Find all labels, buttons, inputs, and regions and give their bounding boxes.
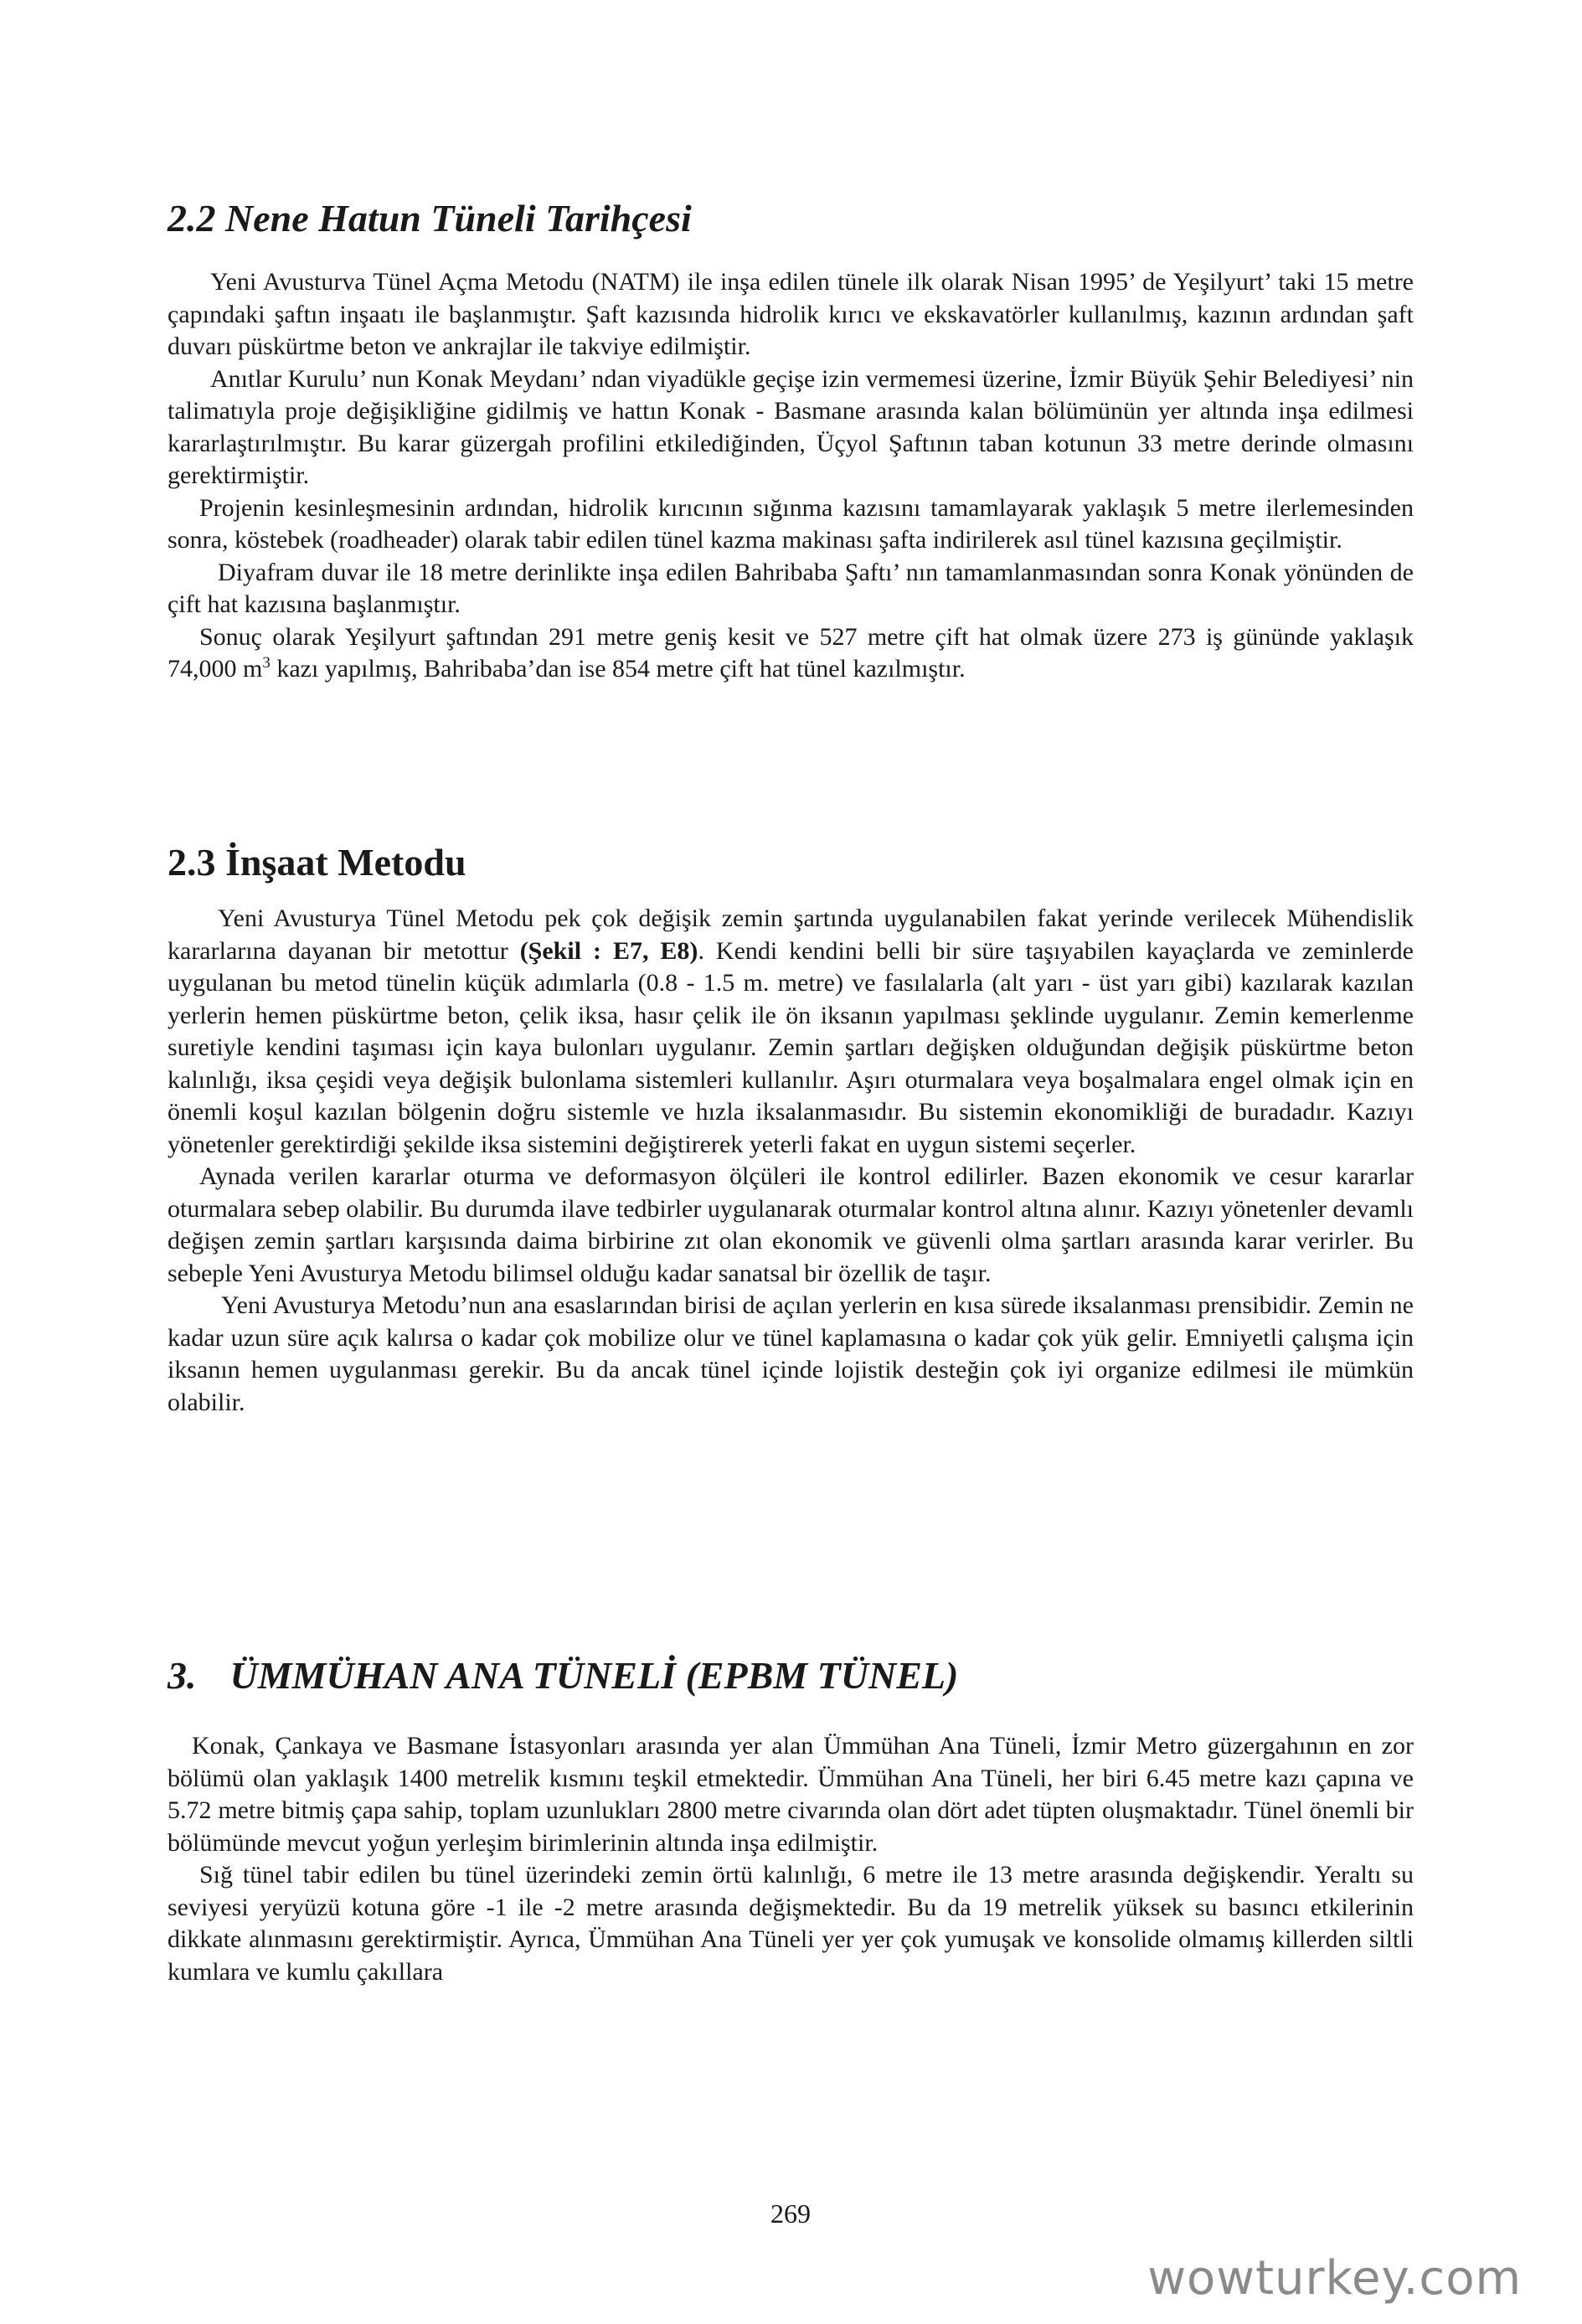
paragraph: Anıtlar Kurulu’ nun Konak Meydanı’ ndan viyadükle geçişe izin vermemesi üzerine, İzmir Büyük Şehir Belediyesi’ nin talimatıyla proje değişikliğine gidilmiş ve hattın Konak - Basmane arasında kalan bölümünün yer altında inşa edilmesi kararlaştırılmıştır. Bu karar güzergah profilini etkilediğinden, Üçyol Şaftının taban kotunun 33 metre derinde olmasını gerektirmiştir. (167, 364, 1414, 489)
paragraph: Konak, Çankaya ve Basmane İstasyonları arasında yer alan Ümmühan Ana Tüneli, İzmir Metro güzergahının en zor bölümü olan yaklaşık 1400 metrelik kısmını teşkil etmektedir. Ümmühan Ana Tüneli, her biri 6.45 metre kazı çapına ve 5.72 metre bitmiş çapa sahip, toplam uzunlukları 2800 metre civarında olan dört adet tüpten oluşmaktadır. Tünel önemli bir bölümünde mevcut yoğun yerleşim birimlerinin altında inşa edilmiştir. (167, 1732, 1414, 1857)
paragraph: Diyafram duvar ile 18 metre derinlikte inşa edilen Bahribaba Şaftı’ nın tamamlanmasından sonra Konak yönünden de çift hat kazısına başlanmıştır. (167, 558, 1414, 618)
section-3-body (167, 1730, 1414, 1988)
paragraph-text: Sonuç olarak Yeşilyurt şaftından 291 metre geniş kesit ve 527 metre çift hat olmak üzere 273 iş gününde yaklaşık 74,000 m (167, 622, 1414, 683)
page-number: 269 (770, 2198, 811, 2229)
paragraph: Projenin kesinleşmesinin ardından, hidrolik kırıcının sığınma kazısını tamamlayarak yaklaşık 5 metre ilerlemesinden sonra, köstebek (roadheader) olarak tabir edilen tünel kazma makinası şafta indirilerek asıl tünel kazısına geçilmiştir. (167, 493, 1414, 554)
paragraph (167, 621, 1414, 686)
paragraph: Yeni Avusturya Metodu’nun ana esaslarından birisi de açılan yerlerin en kısa sürede iksalanması prensibidir. Zemin ne kadar uzun süre açık kalırsa o kadar çok mobilize olur ve tünel kaplamasına o kadar çok yük gelir. Emniyetli çalışma için iksanın hemen uygulanması gerekir. Bu da ancak tünel içinde lojistik desteğin çok iyi organize edilmesi ile mümkün olabilir. (167, 1291, 1414, 1416)
paragraph (167, 903, 1414, 1161)
watermark: wowturkey.com (1147, 2251, 1522, 2306)
paragraph: Sığ tünel tabir edilen bu tünel üzerindeki zemin örtü kalınlığı, 6 metre ile 13 metre arasında değişkendir. Yeraltı su seviyesi yeryüzü kotuna göre -1 ile -2 metre arasında değişmektedir. Bu da 19 metrelik yüksek su basıncı etkilerinin dikkate alınmasını gerektirmiştir. Ayrıca, Ümmühan Ana Tüneli yer yer çok yumuşak ve konsolide olmamış killerden siltli kumlara ve kumlu çakıllara (167, 1861, 1414, 1986)
paragraph-text: . Kendi kendini belli bir süre taşıyabilen kayaçlarda ve zeminlerde uygulanan bu metod tünelin küçük adımlarla (0.8 - 1.5 m. metre) ve fasılalarla (alt yarı - üst yarı gibi) kazılarak kazılan yerlerin hemen püskürtme beton, çelik iksa, hasır çelik ile ön iksanın yapılması şeklinde uygulanır. Zemin kemerlenme suretiyle kendini taşıması için kaya bulonları uygulanır. Zemin şartları değişken olduğundan değişik püskürtme beton kalınlığı, iksa çeşidi veya değişik bulonlama sistemleri kullanılır. Aşırı oturmalara veya boşalmalara engel olmak için en önemli koşul kazılan bölgenin doğru sistemle ve hızla iksalanmasıdır. Bu sistemin ekonomikliği de buradadır. Kazıyı yönetenler gerektirdiği şekilde iksa sistemini değiştirerek yeterli fakat en uygun sistemi seçerler. (167, 936, 1414, 1158)
section-2-2-heading: 2.2 Nene Hatun Tüneli Tarihçesi (167, 197, 692, 240)
paragraph-text: kazı yapılmış, Bahribaba’dan ise 854 metre çift hat tünel kazılmıştır. (270, 655, 966, 683)
paragraph: Yeni Avusturva Tünel Açma Metodu (NATM) ile inşa edilen tünele ilk olarak Nisan 1995’ de Yeşilyurt’ taki 15 metre çapındaki şaftın inşaatı ile başlanmıştır. Şaft kazısında hidrolik kırıcı ve ekskavatörler kullanılmış, kazının ardından şaft duvarı püskürtme beton ve ankrajlar ile takviye edilmiştir. (167, 268, 1414, 360)
figure-reference: (Şekil : E7, E8) (519, 936, 698, 965)
section-3-title: ÜMMÜHAN ANA TÜNELİ (EPBM TÜNEL) (229, 1654, 959, 1697)
section-2-3-heading: 2.3 İnşaat Metodu (167, 841, 466, 884)
paragraph-text: Yeni Avusturya Tünel Metodu pek çok değişik zemin şartında uygulanabilen fakat yerinde verilecek Mühendislik kararlarına dayanan bir metottur (167, 904, 1414, 965)
section-3-heading (167, 1654, 959, 1697)
section-3-number: 3. (167, 1654, 197, 1697)
superscript: 3 (262, 654, 271, 672)
section-2-2-body (167, 266, 1414, 686)
section-2-3-body (167, 903, 1414, 1419)
paragraph: Aynada verilen kararlar oturma ve deformasyon ölçüleri ile kontrol edilirler. Bazen ekonomik ve cesur kararlar oturmalara sebep olabilir. Bu durumda ilave tedbirler uygulanarak oturmalar kontrol altına alınır. Kazıyı yönetenler devamlı değişen zemin şartları karşısında daima birbirine zıt olan ekonomik ve güvenli olma şartları arasında karar verirler. Bu sebeple Yeni Avusturya Metodu bilimsel olduğu kadar sanatsal bir özellik de taşır. (167, 1162, 1414, 1287)
